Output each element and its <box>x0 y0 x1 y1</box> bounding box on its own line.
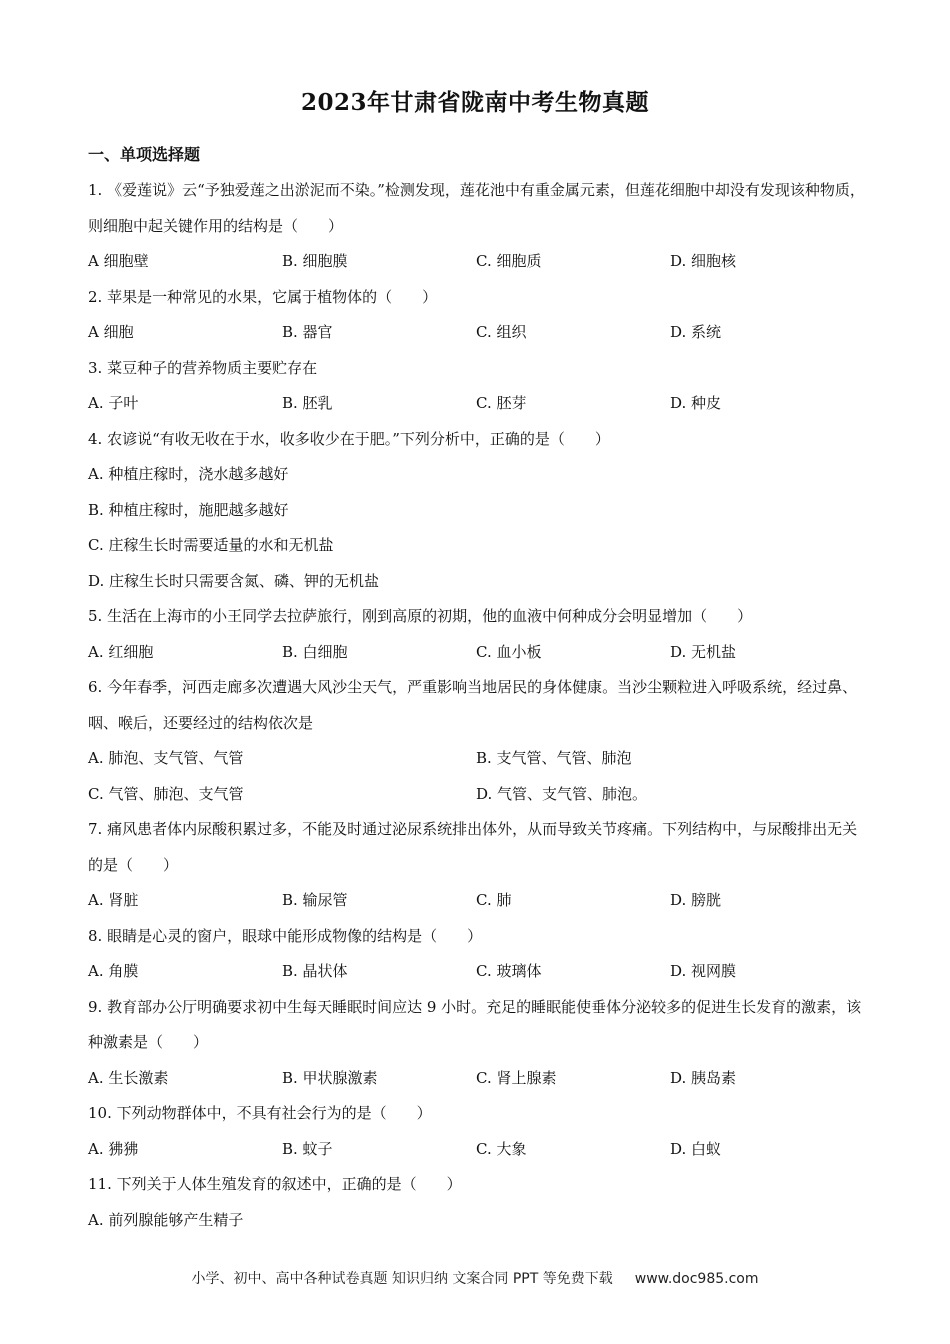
option-d: D. 细胞核 <box>670 252 737 270</box>
option-a: A. 红细胞 <box>88 642 154 661</box>
option-d: D. 气管、支气管、肺泡。 <box>476 784 648 803</box>
question-2 <box>88 280 868 351</box>
question-stem: 7. 痛风患者体内尿酸积累过多，不能及时通过泌尿系统排出体外，从而导致关节疼痛。下列结构中，与尿酸排出无关的是（ ） <box>88 820 858 874</box>
option-b: B. 种植庄稼时，施肥越多越好 <box>88 500 289 519</box>
page-title: 2023年甘肃省陇南中考生物真题 <box>300 89 649 116</box>
option-row <box>88 1132 868 1168</box>
option-d: D. 膀胱 <box>670 891 722 909</box>
option-b: B. 细胞膜 <box>282 252 348 270</box>
question-stem: 9. 教育部办公厅明确要求初中生每天睡眠时间应达 9 小时。充足的睡眠能使垂体分泌较多的促进生长发育的激素，该种激素是（ ） <box>88 997 862 1051</box>
option-row <box>88 1061 868 1097</box>
question-stem: 2. 苹果是一种常见的水果，它属于植物体的（ ） <box>88 287 438 306</box>
question-7 <box>88 812 868 919</box>
option-row <box>88 386 868 422</box>
option-b: B. 白细胞 <box>282 642 348 661</box>
option-a: A 细胞壁 <box>88 252 149 270</box>
question-4 <box>88 422 868 600</box>
option-d: D. 胰岛素 <box>670 1068 737 1087</box>
option-row <box>88 315 868 351</box>
option-c: C. 胚芽 <box>476 394 527 412</box>
option-a: A 细胞 <box>88 323 134 341</box>
option-d: D. 白蚁 <box>670 1139 722 1158</box>
question-stem: 8. 眼睛是心灵的窗户，眼球中能形成物像的结构是（ ） <box>88 926 483 945</box>
option-row <box>88 954 868 990</box>
option-c: C. 血小板 <box>476 642 542 661</box>
question-stem: 5. 生活在上海市的小王同学去拉萨旅行，刚到高原的初期，他的血液中何种成分会明显增加（ ） <box>88 607 753 625</box>
option-b: B. 胚乳 <box>282 394 333 412</box>
option-list <box>88 457 868 599</box>
question-stem: 11. 下列关于人体生殖发育的叙述中，正确的是（ ） <box>88 1175 462 1193</box>
option-list <box>88 1203 868 1239</box>
question-11 <box>88 1167 868 1238</box>
option-d: D. 视网膜 <box>670 962 737 980</box>
option-a: A. 狒狒 <box>88 1139 139 1158</box>
option-grid <box>88 741 868 812</box>
option-c: C. 大象 <box>476 1139 527 1158</box>
option-c: C. 细胞质 <box>476 252 542 270</box>
question-8 <box>88 919 868 990</box>
question-stem: 1. 《爱莲说》云“予独爱莲之出淤泥而不染。”检测发现，莲花池中有重金属元素，但莲花细胞中却没有发现该种物质，则细胞中起关键作用的结构是（ ） <box>88 181 865 235</box>
option-a: A. 生长激素 <box>88 1068 169 1087</box>
option-a: A. 种植庄稼时，浇水越多越好 <box>88 465 289 483</box>
question-5 <box>88 599 868 670</box>
option-c: C. 肺 <box>476 891 512 909</box>
question-list <box>88 173 868 1238</box>
option-a: A. 前列腺能够产生精子 <box>88 1210 244 1229</box>
footer-site-link[interactable]: www.doc985.com <box>634 1271 759 1287</box>
option-row <box>88 635 868 671</box>
option-d: D. 系统 <box>670 323 722 341</box>
question-1 <box>88 173 868 280</box>
footer-text: 小学、初中、高中各种试卷真题 知识归纳 文案合同 PPT 等免费下载 <box>191 1271 613 1287</box>
option-a: A. 肺泡、支气管、气管 <box>88 749 244 767</box>
question-9 <box>88 990 868 1097</box>
option-b: B. 甲状腺激素 <box>282 1068 378 1087</box>
option-c: C. 组织 <box>476 323 527 341</box>
option-c: C. 肾上腺素 <box>476 1068 557 1087</box>
option-d: D. 种皮 <box>670 394 722 412</box>
option-a: A. 角膜 <box>88 962 139 980</box>
option-a: A. 肾脏 <box>88 891 139 909</box>
question-stem: 4. 农谚说“有收无收在于水，收多收少在于肥。”下列分析中，正确的是（ ） <box>88 429 610 448</box>
page-footer <box>0 1268 950 1288</box>
option-b: B. 支气管、气管、肺泡 <box>476 749 632 767</box>
question-10 <box>88 1096 868 1167</box>
option-a: A. 子叶 <box>88 394 139 412</box>
question-stem: 10. 下列动物群体中，不具有社会行为的是（ ） <box>88 1104 432 1122</box>
option-d: D. 无机盐 <box>670 642 737 661</box>
option-row <box>88 883 868 919</box>
option-c: C. 玻璃体 <box>476 962 542 980</box>
question-6 <box>88 670 868 812</box>
section-heading: 一、单项选择题 <box>88 145 201 164</box>
question-stem: 3. 菜豆种子的营养物质主要贮存在 <box>88 358 318 377</box>
option-b: B. 晶状体 <box>282 962 348 980</box>
option-c: C. 庄稼生长时需要适量的水和无机盐 <box>88 536 334 554</box>
option-c: C. 气管、肺泡、支气管 <box>88 784 244 803</box>
option-d: D. 庄稼生长时只需要含氮、磷、钾的无机盐 <box>88 571 380 590</box>
question-3 <box>88 351 868 422</box>
option-row <box>88 244 868 280</box>
option-b: B. 输尿管 <box>282 891 348 909</box>
option-b: B. 蚊子 <box>282 1139 333 1158</box>
option-b: B. 器官 <box>282 323 333 341</box>
question-stem: 6. 今年春季，河西走廊多次遭遇大风沙尘天气，严重影响当地居民的身体健康。当沙尘颗粒进入呼吸系统，经过鼻、咽、喉后，还要经过的结构依次是 <box>88 678 858 732</box>
